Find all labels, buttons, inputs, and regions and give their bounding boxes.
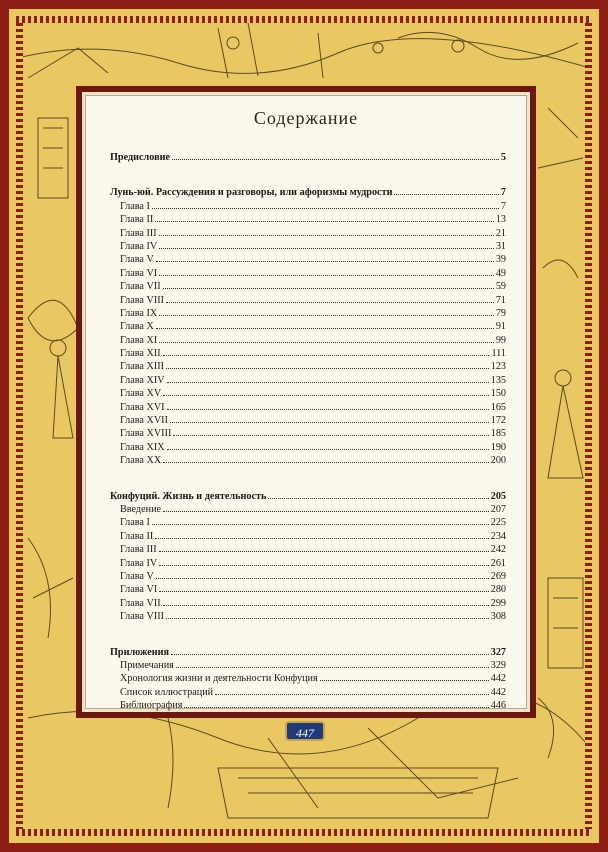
toc-entry[interactable]	[110, 348, 506, 361]
toc-entry-page: 234	[490, 530, 506, 542]
toc-entry-label: Глава XVII	[120, 415, 168, 427]
toc-entry-label: Глава III	[120, 544, 157, 556]
toc-entry-label: Глава IV	[120, 557, 158, 569]
toc-entry-label: Глава XIX	[120, 441, 165, 453]
toc-entry[interactable]	[110, 201, 506, 214]
toc-entry-label: Глава VII	[120, 281, 161, 293]
toc-entry[interactable]	[110, 388, 506, 401]
page-number-badge: 447	[285, 721, 325, 741]
toc-entry-page: 7	[500, 187, 506, 199]
dot-leader	[167, 449, 489, 450]
toc-entry-page: 327	[490, 646, 506, 658]
toc-entry-page: 59	[495, 281, 506, 293]
dot-leader	[156, 261, 494, 262]
toc-entry-page: 13	[495, 214, 506, 226]
toc-entry-label: Глава X	[120, 321, 154, 333]
toc-entry[interactable]	[110, 584, 506, 597]
toc-entry[interactable]	[110, 504, 506, 517]
dot-leader	[159, 235, 494, 236]
dot-leader	[172, 159, 499, 160]
toc-entry-label: Хронология жизни и деятельности Конфуция	[120, 673, 318, 685]
toc-entry-label: Приложения	[110, 646, 170, 658]
dot-leader	[163, 511, 489, 512]
toc-entry[interactable]	[110, 321, 506, 334]
dot-leader	[167, 409, 489, 410]
toc-entry-label: Глава XVI	[120, 401, 165, 413]
dot-leader	[159, 551, 489, 552]
toc-entry-page: 150	[490, 388, 506, 400]
toc-entry[interactable]	[110, 428, 506, 441]
toc-entry-page: 111	[491, 348, 506, 360]
toc-entry-page: 442	[490, 673, 506, 685]
toc-section[interactable]	[110, 187, 506, 200]
dot-leader	[159, 342, 494, 343]
dot-leader	[163, 288, 494, 289]
toc-entry-label: Глава V	[120, 570, 154, 582]
dot-leader	[155, 538, 488, 539]
toc-entry-label: Введение	[120, 503, 162, 515]
contents-frame	[76, 86, 536, 718]
table-of-contents	[110, 152, 506, 713]
toc-entry-label: Глава I	[120, 200, 150, 212]
toc-entry-label: Конфуций. Жизнь и деятельность	[110, 490, 267, 502]
toc-entry-label: Глава II	[120, 530, 154, 542]
toc-entry-page: 225	[490, 517, 506, 529]
toc-entry-page: 207	[490, 503, 506, 515]
dot-leader	[215, 694, 489, 695]
section-gap	[110, 625, 506, 647]
dot-leader	[163, 605, 489, 606]
toc-entry-label: Глава VI	[120, 584, 158, 596]
dot-leader	[320, 680, 489, 681]
toc-entry-label: Глава VII	[120, 597, 161, 609]
toc-entry-page: 71	[495, 294, 506, 306]
contents-panel	[85, 95, 527, 712]
toc-entry[interactable]	[110, 254, 506, 267]
toc-section[interactable]	[110, 152, 506, 165]
toc-entry[interactable]	[110, 455, 506, 468]
toc-entry-label: Глава IX	[120, 307, 158, 319]
toc-entry-label: Глава XVIII	[120, 428, 172, 440]
toc-entry-label: Лунь-юй. Рассуждения и разговоры, или афоризмы мудрости	[110, 187, 393, 199]
toc-entry-page: 261	[490, 557, 506, 569]
dot-leader	[163, 355, 490, 356]
toc-entry-label: Предисловие	[110, 152, 170, 163]
toc-entry[interactable]	[110, 415, 506, 428]
toc-entry[interactable]	[110, 335, 506, 348]
section-gap	[110, 165, 506, 187]
dot-leader	[163, 395, 489, 396]
toc-entry-label: Глава III	[120, 227, 157, 239]
toc-entry[interactable]	[110, 673, 506, 686]
toc-entry-label: Глава XV	[120, 388, 162, 400]
section-gap	[110, 469, 506, 491]
dot-leader	[170, 422, 489, 423]
toc-entry-page: 49	[495, 267, 506, 279]
toc-entry[interactable]	[110, 375, 506, 388]
toc-entry-label: Глава XIII	[120, 361, 165, 373]
toc-entry-label: Список иллюстраций	[120, 686, 214, 698]
toc-entry[interactable]	[110, 228, 506, 241]
toc-entry[interactable]	[110, 700, 506, 713]
dot-leader	[394, 194, 498, 195]
toc-entry-page: 308	[490, 611, 506, 623]
toc-entry-page: 91	[495, 321, 506, 333]
toc-entry-page: 280	[490, 584, 506, 596]
toc-entry[interactable]	[110, 402, 506, 415]
dot-leader	[159, 591, 488, 592]
toc-entry-page: 21	[495, 227, 506, 239]
toc-entry-label: Глава V	[120, 254, 154, 266]
dot-leader	[163, 462, 489, 463]
toc-entry-page: 446	[490, 700, 506, 712]
toc-entry-page: 172	[490, 415, 506, 427]
toc-entry-label: Глава XIV	[120, 374, 165, 386]
dot-leader	[156, 328, 494, 329]
toc-entry-label: Примечания	[120, 659, 174, 671]
toc-entry[interactable]	[110, 660, 506, 673]
toc-entry-label: Глава VI	[120, 267, 158, 279]
toc-entry-page: 123	[490, 361, 506, 373]
toc-entry-page: 5	[500, 152, 506, 163]
toc-section[interactable]	[110, 491, 506, 504]
toc-entry[interactable]	[110, 295, 506, 308]
toc-entry[interactable]	[110, 687, 506, 700]
toc-entry[interactable]	[110, 241, 506, 254]
toc-entry-page: 200	[490, 455, 506, 467]
toc-entry-page: 185	[490, 428, 506, 440]
toc-entry-label: Глава XII	[120, 348, 161, 360]
toc-entry[interactable]	[110, 598, 506, 611]
dot-leader	[268, 498, 488, 499]
dot-leader	[166, 302, 494, 303]
toc-entry[interactable]	[110, 531, 506, 544]
toc-entry-page: 165	[490, 401, 506, 413]
toc-entry-page: 135	[490, 374, 506, 386]
toc-entry-label: Глава VIII	[120, 611, 165, 623]
toc-entry[interactable]	[110, 281, 506, 294]
dot-leader	[171, 654, 489, 655]
dot-leader	[167, 382, 489, 383]
toc-entry-page: 242	[490, 544, 506, 556]
toc-entry[interactable]	[110, 214, 506, 227]
dot-leader	[166, 618, 489, 619]
toc-entry-label: Глава I	[120, 517, 150, 529]
toc-entry-label: Глава VIII	[120, 294, 165, 306]
page-title: Содержание	[253, 108, 359, 128]
toc-entry[interactable]	[110, 308, 506, 321]
toc-section[interactable]	[110, 647, 506, 660]
dot-leader	[152, 524, 489, 525]
toc-entry[interactable]	[110, 571, 506, 584]
dot-leader	[156, 578, 489, 579]
toc-entry[interactable]	[110, 268, 506, 281]
toc-entry[interactable]	[110, 611, 506, 624]
dot-leader	[166, 368, 489, 369]
dot-leader	[152, 208, 499, 209]
toc-entry-page: 269	[490, 570, 506, 582]
toc-entry-label: Библиография	[120, 700, 183, 712]
toc-entry[interactable]	[110, 361, 506, 374]
dot-leader	[159, 565, 488, 566]
toc-entry-page: 205	[490, 490, 506, 502]
toc-entry-page: 442	[490, 686, 506, 698]
dot-leader	[159, 275, 494, 276]
toc-entry-page: 79	[495, 307, 506, 319]
toc-entry[interactable]	[110, 442, 506, 455]
toc-entry[interactable]	[110, 517, 506, 530]
dot-leader	[173, 435, 488, 436]
toc-entry[interactable]	[110, 558, 506, 571]
dot-leader	[176, 667, 489, 668]
toc-entry-page: 190	[490, 441, 506, 453]
dot-leader	[159, 248, 494, 249]
dot-leader	[184, 707, 488, 708]
dot-leader	[159, 315, 494, 316]
toc-entry-label: Глава XI	[120, 334, 158, 346]
toc-entry-label: Глава XX	[120, 455, 162, 467]
toc-entry[interactable]	[110, 544, 506, 557]
toc-entry-page: 329	[490, 659, 506, 671]
toc-entry-label: Глава IV	[120, 240, 158, 252]
toc-entry-label: Глава II	[120, 214, 154, 226]
toc-entry-page: 39	[495, 254, 506, 266]
toc-entry-page: 31	[495, 240, 506, 252]
toc-entry-page: 7	[500, 200, 506, 212]
dot-leader	[155, 221, 494, 222]
toc-entry-page: 299	[490, 597, 506, 609]
toc-entry-page: 99	[495, 334, 506, 346]
